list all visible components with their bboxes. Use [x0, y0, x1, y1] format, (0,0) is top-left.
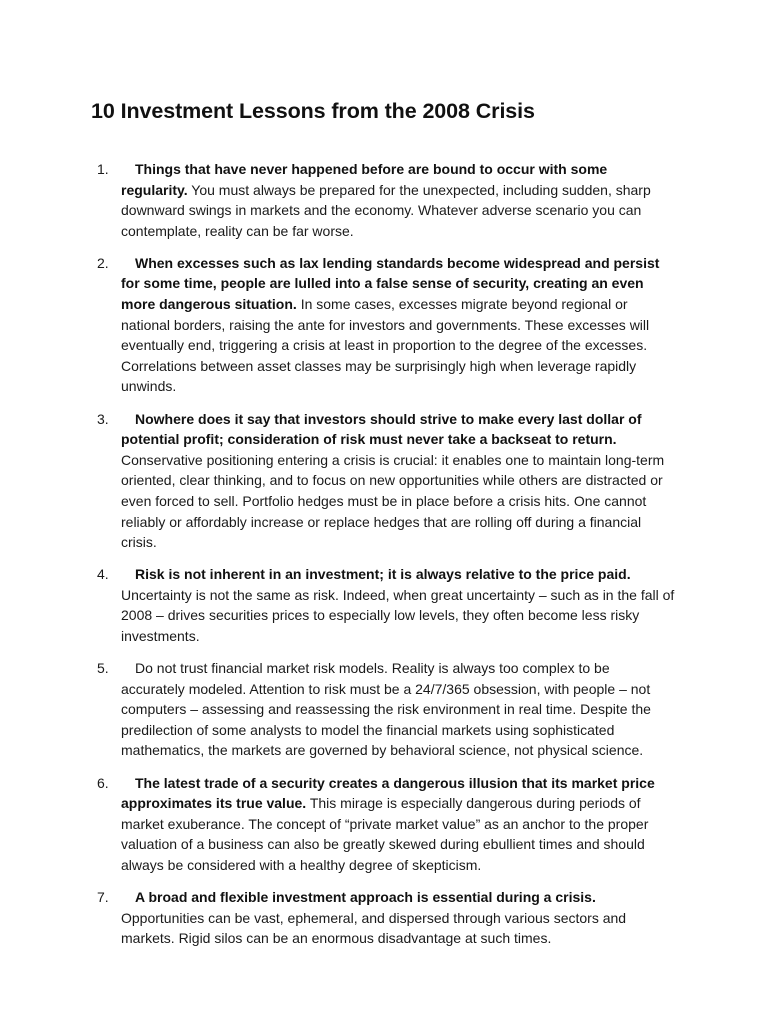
lesson-number: 7.	[97, 889, 109, 905]
lesson-body-text: This mirage is especially dangerous during periods of market exuberance. The concept of “private market value” as an anchor to the proper valuation of a business can also be greatly skewed during ebullient times and should always be considered with a healthy degree of skepticism.	[121, 795, 649, 873]
lesson-body-text: You must always be prepared for the unexpected, including sudden, sharp downward swings in markets and the economy. Whatever adverse scenario you can contemplate, reality can be far worse.	[121, 181, 651, 239]
lesson-number: 4.	[97, 566, 109, 583]
lesson-bold-text: Risk is not inherent in an investment; it is always relative to the price paid.	[135, 566, 631, 583]
lesson-bold-text: The latest trade of a security creates a dangerous illusion that its market price approximates its true value.	[121, 774, 655, 812]
lesson-body-text: In some cases, excesses migrate beyond regional or national borders, raising the ante for investors and governments. These excesses will eventually end, triggering a crisis at least in proportion to the degree of the excesses. Correlations between asset classes may be surprisingly high when leverage rapidly unwinds.	[121, 296, 650, 395]
lesson-item-3	[92, 409, 676, 553]
lesson-item-4	[92, 564, 676, 646]
lesson-body-text: Conservative positioning entering a crisis is crucial: it enables one to maintain long-term oriented, clear thinking, and to focus on new opportunities while others are distracted or even forced to sell. Portfolio hedges must be in place before a crisis hits. One cannot reliably or affordably increase or replace hedges that are rolling off during a financial crisis.	[121, 451, 665, 551]
lesson-body-text: Uncertainty is not the same as risk. Indeed, when great uncertainty – such as in the fall of 2008 – drives securities prices to especially low levels, they often become less risky investments.	[121, 586, 675, 644]
document-title: 10 Investment Lessons from the 2008 Crisis	[91, 99, 535, 123]
lessons-list	[92, 159, 676, 949]
lesson-bold-text: Things that have never happened before are bound to occur with some regularity.	[121, 161, 608, 198]
lesson-item-2	[92, 253, 676, 397]
lesson-body-text: Opportunities can be vast, ephemeral, and dispersed through various sectors and markets. Rigid silos can be an enormous disadvantage at such times.	[121, 909, 627, 947]
lesson-number: 6.	[97, 774, 109, 791]
lesson-item-6	[92, 773, 676, 876]
lesson-bold-text: Nowhere does it say that investors should strive to make every last dollar of potential profit; consideration of risk must never take a backseat to return.	[121, 410, 642, 448]
lesson-number: 1.	[97, 161, 109, 177]
lesson-number: 5.	[97, 660, 109, 677]
lesson-item-5	[92, 658, 676, 761]
lesson-number: 2.	[97, 254, 109, 271]
lesson-bold-text: A broad and flexible investment approach is essential during a crisis.	[135, 889, 596, 905]
lesson-number: 3.	[97, 410, 109, 427]
lesson-body-text: Do not trust financial market risk models. Reality is always too complex to be accurately modeled. Attention to risk must be a 24/7/365 obsession, with people – not computers – assessing and reassessing the risk environment in real time. Despite the predilection of some analysts to model the financial markets using sophisticated mathematics, the markets are governed by behavioral science, not physical science.	[121, 660, 651, 759]
lesson-item-7	[92, 887, 676, 949]
lesson-item-1	[92, 159, 676, 241]
lesson-bold-text: When excesses such as lax lending standards become widespread and persist for some time, people are lulled into a false sense of security, creating an even more dangerous situation.	[121, 254, 660, 313]
